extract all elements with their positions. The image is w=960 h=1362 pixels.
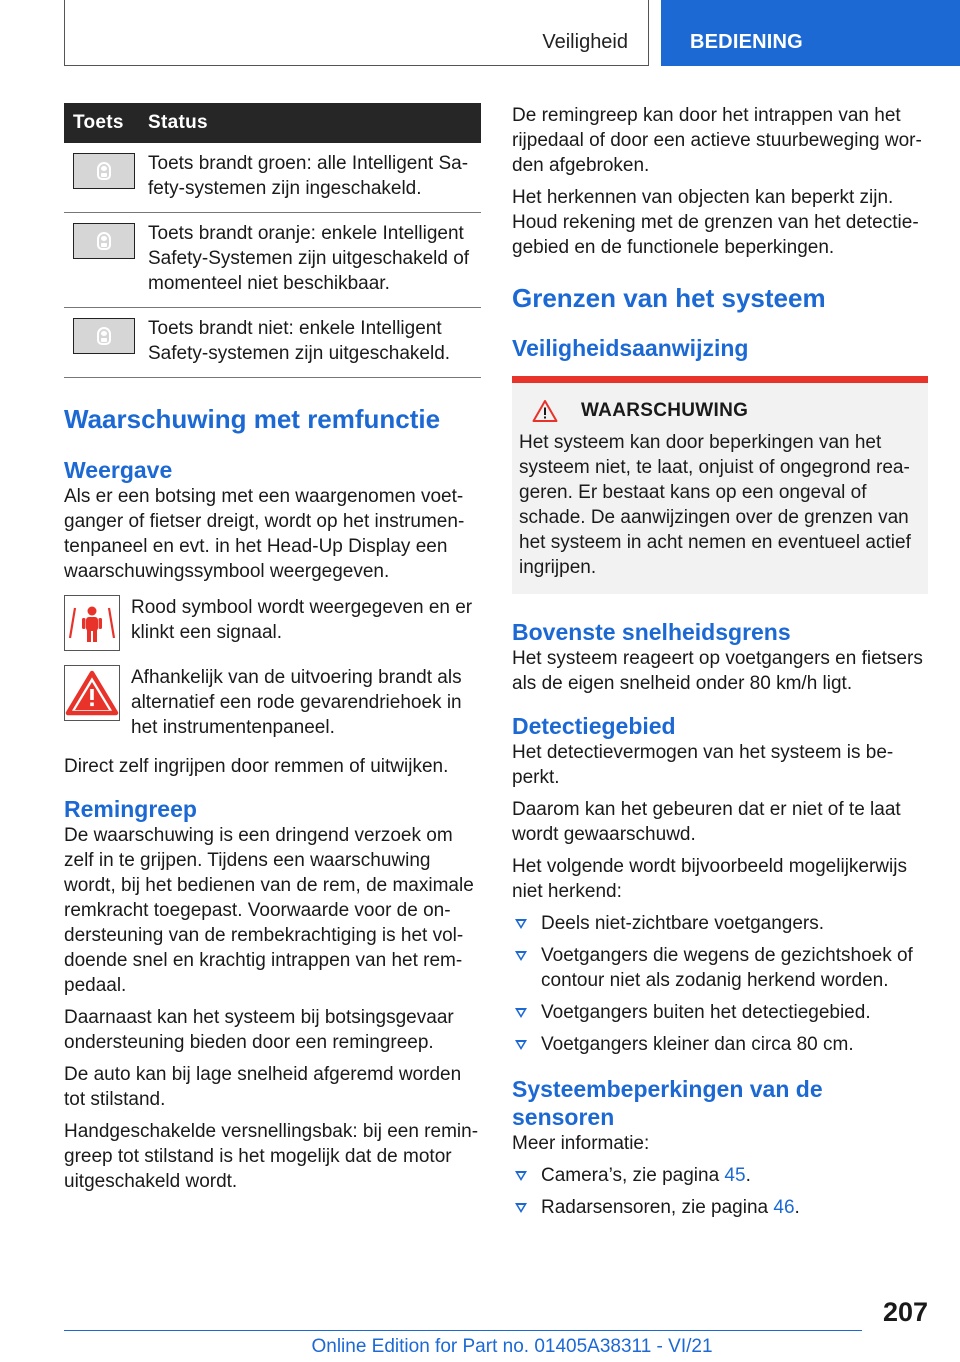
table-row bbox=[64, 308, 481, 378]
header-section-box bbox=[64, 0, 649, 66]
triangle-bullet-icon bbox=[515, 1203, 527, 1213]
heading-weergave: Weergave bbox=[64, 457, 173, 483]
warning-text: Het systeem kan door beperkingen van het systeem niet, te laat, onjuist of ongegrond reageren. Er bestaat kans op een ongeval of schade. De aanwijzingen over de grenzen van het systeem in acht nemen en eventueel actief ingrijpen. bbox=[519, 432, 911, 578]
chapter-title: BEDIENING bbox=[690, 31, 803, 53]
red-warning-triangle-icon bbox=[64, 665, 120, 721]
paragraph: Handgeschakelde versnellingsbak: bij een remingreep tot stilstand is het mogelijk dat de motor uitgeschakeld wordt. bbox=[64, 1121, 479, 1192]
symbol-row bbox=[64, 595, 481, 651]
triangle-bullet-icon bbox=[515, 951, 527, 961]
heading-veiligheidsaanwijzing: Veiligheidsaanwijzing bbox=[512, 335, 749, 361]
symbol-description: Rood symbool wordt weergegeven en er klinkt een signaal. bbox=[131, 597, 473, 643]
pedestrian-warning-icon bbox=[64, 595, 120, 651]
table-header-toets: Toets bbox=[64, 103, 148, 143]
heading-snelheidsgrens: Bovenste snelheidsgrens bbox=[512, 619, 791, 645]
detection-list bbox=[512, 911, 928, 1057]
left-column bbox=[64, 103, 481, 1201]
footer-divider bbox=[64, 1330, 862, 1331]
paragraph: De waarschuwing is een dringend verzoek om zelf in te grijpen. Tijdens een waarschuwing wordt, bij het bedienen van de rem, de maximale remkracht toegepast. Voorwaarde voor de ondersteuning van de rembekrachtiging is het voldoende snel en krachtig intrappen van het rempedaal. bbox=[64, 825, 474, 996]
table-cell-status: Toets brandt oranje: enkele Intelligent Safety-Systemen zijn uitgeschakeld of momenteel niet beschikbaar. bbox=[148, 213, 481, 308]
list-item: Voetgangers kleiner dan circa 80 cm. bbox=[512, 1032, 928, 1057]
page-link-46[interactable]: 46 bbox=[773, 1197, 795, 1218]
table-header-row bbox=[64, 103, 481, 143]
list-item: Voetgangers buiten het detectiegebied. bbox=[512, 1000, 928, 1025]
paragraph: Direct zelf ingrijpen door remmen of uitwijken. bbox=[64, 756, 449, 777]
footer-edition: Online Edition for Part no. 01405A38311 - VI/21 bbox=[311, 1336, 713, 1357]
paragraph: Als er een botsing met een waargenomen voetganger of fietser dreigt, wordt op het instrumentenpaneel en evt. in het Head-Up Display een waarschuwingssymbool weergegeven. bbox=[64, 486, 465, 582]
chapter-tab[interactable] bbox=[661, 0, 960, 66]
right-column bbox=[512, 103, 928, 1227]
paragraph: Daarom kan het gebeuren dat er niet of te laat wordt gewaarschuwd. bbox=[512, 799, 901, 845]
triangle-bullet-icon bbox=[515, 1008, 527, 1018]
intelligent-safety-button-icon bbox=[73, 318, 135, 354]
paragraph: Meer informatie: bbox=[512, 1133, 650, 1154]
heading-waarschuwing: Waarschuwing met remfunctie bbox=[64, 404, 441, 434]
symbol-description: Afhankelijk van de uitvoering brandt als alternatief een rode gevarendriehoek in het instrumentenpaneel. bbox=[131, 667, 462, 738]
paragraph: Het detectievermogen van het systeem is beperkt. bbox=[512, 742, 894, 788]
warning-triangle-icon bbox=[532, 399, 558, 423]
heading-remingreep: Remingreep bbox=[64, 796, 197, 822]
triangle-bullet-icon bbox=[515, 1040, 527, 1050]
sensor-list bbox=[512, 1163, 928, 1220]
table-header-status: Status bbox=[148, 103, 481, 143]
list-item: Voetgangers die wegens de gezichtshoek of contour niet als zodanig herkend worden. bbox=[512, 943, 928, 993]
list-item: Deels niet-zichtbare voetgangers. bbox=[512, 911, 928, 936]
status-table bbox=[64, 103, 481, 378]
paragraph: De auto kan bij lage snelheid afgeremd worden tot stilstand. bbox=[64, 1064, 462, 1110]
table-cell-status: Toets brandt niet: enkele Intelligent Safety-systemen zijn uitgeschakeld. bbox=[148, 308, 481, 378]
paragraph: Het systeem reageert op voetgangers en fietsers als de eigen snelheid onder 80 km/h ligt. bbox=[512, 648, 923, 694]
heading-grenzen: Grenzen van het systeem bbox=[512, 283, 826, 313]
table-row bbox=[64, 213, 481, 308]
intelligent-safety-button-icon bbox=[73, 153, 135, 189]
warning-title: WAARSCHUWING bbox=[581, 400, 749, 421]
intelligent-safety-button-icon bbox=[73, 223, 135, 259]
table-cell-status: Toets brandt groen: alle Intelligent Safety-systemen zijn ingeschakeld. bbox=[148, 143, 481, 213]
heading-sensoren: Systeembeperkingen van de sensoren bbox=[512, 1076, 823, 1130]
paragraph: Daarnaast kan het systeem bij botsingsgevaar ondersteuning bieden door een remingreep. bbox=[64, 1007, 454, 1053]
paragraph: Het volgende wordt bijvoorbeeld mogelijkerwijs niet herkend: bbox=[512, 856, 907, 902]
paragraph: De remingreep kan door het intrappen van het rijpedaal of door een actieve stuurbeweging worden afgebroken. bbox=[512, 105, 922, 176]
paragraph: Het herkennen van objecten kan beperkt zijn. Houd rekening met de grenzen van het detectiegebied en de functionele beperkingen. bbox=[512, 187, 919, 258]
section-title: Veiligheid bbox=[542, 31, 628, 53]
page-number: 207 bbox=[882, 1297, 928, 1327]
triangle-bullet-icon bbox=[515, 919, 527, 929]
page-link-45[interactable]: 45 bbox=[724, 1165, 746, 1186]
list-item: Camera’s, zie pagina 45. bbox=[512, 1163, 928, 1188]
warning-box bbox=[512, 376, 928, 594]
triangle-bullet-icon bbox=[515, 1171, 527, 1181]
table-row bbox=[64, 143, 481, 213]
heading-detectiegebied: Detectiegebied bbox=[512, 713, 676, 739]
list-item: Radarsensoren, zie pagina 46. bbox=[512, 1195, 928, 1220]
symbol-row bbox=[64, 665, 481, 740]
